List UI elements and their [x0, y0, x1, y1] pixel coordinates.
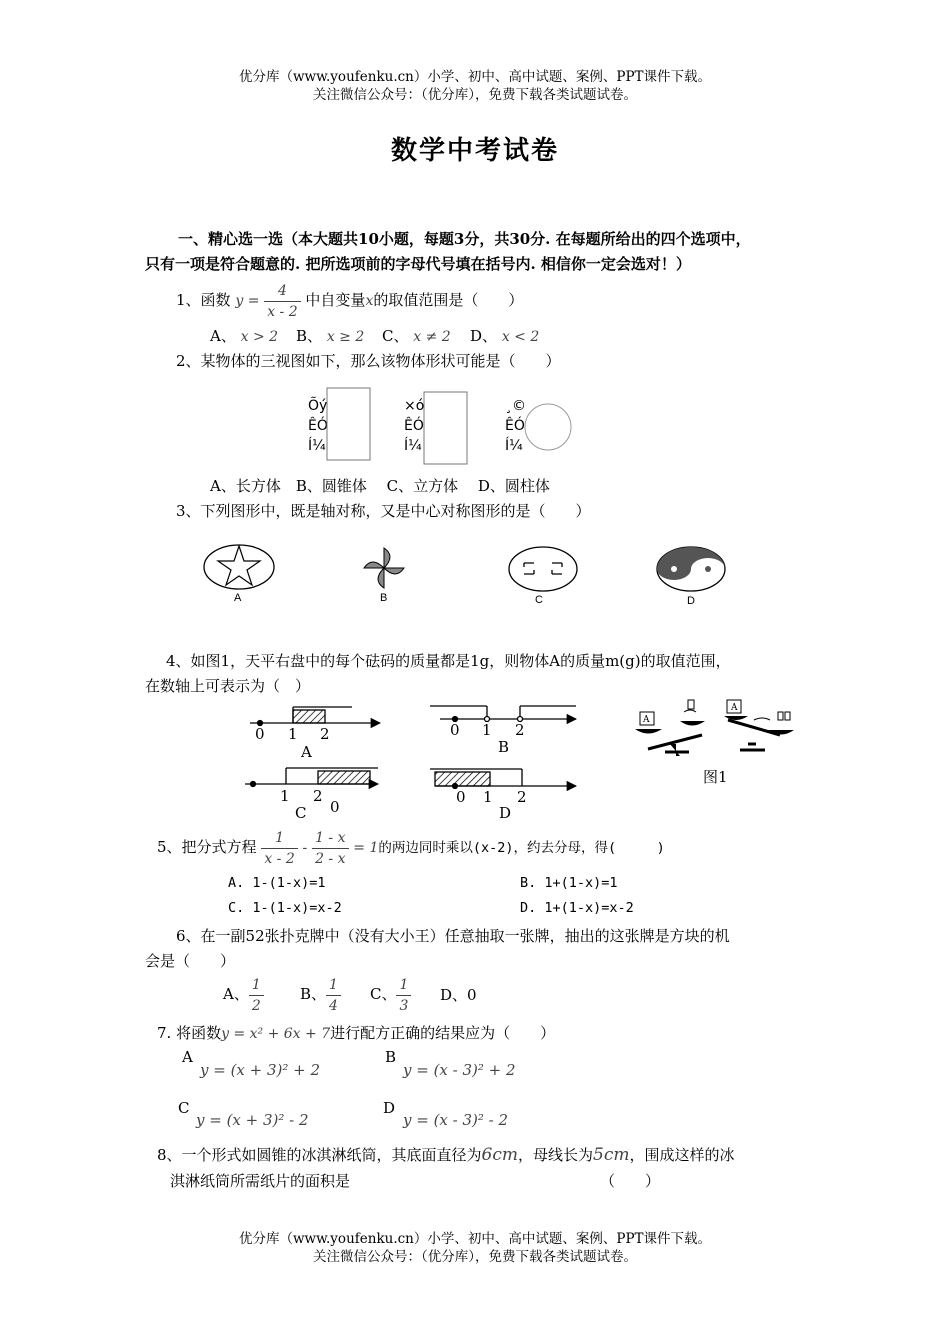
- q7-option-b-label: B: [385, 1048, 397, 1066]
- axis-a-label: A: [301, 743, 312, 761]
- q7-expr: y = x² + 6x + 7: [221, 1026, 331, 1042]
- side-view-label: ×ó ÊÓ Í¼: [404, 398, 425, 454]
- q1-suffix: 的取值范围是（ ）: [373, 291, 524, 309]
- q7-option-c-label: C: [178, 1099, 190, 1117]
- number-line-d: [430, 769, 576, 789]
- scale-box-label-right: A: [731, 703, 738, 713]
- footer-line-2: 关注微信公众号：（优分库），免费下载各类试题试卷。: [313, 1249, 637, 1265]
- q1-prefix: 1、函数: [176, 291, 231, 309]
- question-8-line2: 淇淋纸筒所需纸片的面积是: [170, 1172, 351, 1190]
- figure-a-label: A: [234, 592, 242, 604]
- scale-box-label-left: A: [643, 715, 650, 725]
- number-line-a: [250, 707, 380, 726]
- q5-option-a: A. 1-(1-x)=1: [228, 875, 326, 891]
- axis-c-tick-2: 0: [330, 798, 340, 816]
- axis-b-tick-0: 0: [450, 721, 460, 739]
- axis-b-tick-2: 2: [515, 721, 525, 739]
- q1-option-a: A、 x > 2: [210, 327, 279, 345]
- axis-b-tick-1: 1: [482, 721, 492, 739]
- q1-mid: 中自变量: [305, 291, 366, 309]
- axis-d-tick-2: 2: [517, 788, 527, 806]
- number-line-b: [430, 706, 576, 722]
- axis-d-tick-0: 0: [456, 788, 466, 806]
- balance-scale-left: [635, 700, 705, 756]
- q5-eq: = 1: [353, 840, 379, 856]
- q8-slant: 5cm: [593, 1145, 630, 1165]
- question-4-line2: 在数轴上可表示为（ ）: [145, 677, 311, 695]
- q5-fraction-2: $\frac{1 - x}{2 - x}$: [312, 828, 348, 869]
- q5-fraction-1: $\frac{1}{x - 2}$: [261, 828, 297, 869]
- axis-c-label: C: [295, 804, 307, 822]
- q7-option-d-label: D: [383, 1099, 396, 1117]
- q7-option-a: y = (x + 3)² + 2: [200, 1061, 321, 1079]
- q5-prefix: 5、把分式方程: [157, 838, 257, 856]
- question-6-line1: 6、在一副52张扑克牌中（没有大小王）任意抽取一张牌，抽出的这张牌是方块的机: [176, 927, 730, 945]
- section1-line1: 一、精心选一选（本大题共10小题，每题3分，共30分. 在每题所给出的四个选项中，: [178, 230, 751, 248]
- question-3: 3、下列图形中，既是轴对称，又是中心对称图形的是（ ）: [176, 502, 591, 520]
- axis-a-tick-0: 0: [255, 725, 265, 743]
- front-view-label: Õý ÊÓ Í¼: [308, 398, 328, 454]
- q1-den: x - 2: [267, 303, 298, 320]
- axis-d-label: D: [499, 804, 512, 822]
- q1-option-d: D、 x < 2: [470, 327, 540, 345]
- figure-1-caption: 图1: [703, 768, 728, 786]
- axis-b-label: B: [498, 738, 510, 756]
- q5-option-b: B. 1+(1-x)=1: [520, 875, 618, 891]
- q2-options: A、长方体 B、圆锥体 C、立方体 D、圆柱体: [210, 477, 550, 495]
- top-view-label: ¸© ÊÓ Í¼: [505, 398, 526, 454]
- q5-minus: -: [302, 840, 308, 856]
- axis-a-tick-1: 1: [288, 725, 298, 743]
- q8-diameter: 6cm: [481, 1145, 519, 1165]
- question-2: 2、某物体的三视图如下，那么该物体形状可能是（ ）: [176, 352, 561, 370]
- question-6-line2: 会是（ ）: [145, 952, 236, 970]
- question-8-line1: 8、一个形式如圆锥的冰淇淋纸筒，其底面直径为6cm，母线长为5cm，围成这样的冰: [157, 1145, 735, 1165]
- q6-option-a: A、 $\frac{1}{2}$: [223, 972, 264, 1016]
- q7-option-d: y = (x - 3)² - 2: [403, 1111, 509, 1129]
- figure-d-label: D: [687, 595, 695, 607]
- figure-c-label: C: [535, 594, 543, 606]
- axis-d-tick-1: 1: [483, 788, 493, 806]
- question-5: [157, 825, 665, 870]
- q5-suffix: 的两边同时乘以(x-2)，约去分母，得( ): [378, 840, 665, 856]
- q1-option-b: B、 x ≥ 2: [296, 327, 365, 345]
- footer-line-1: 优分库（www.youfenku.cn）小学、初中、高中试题、案例、PPT课件下载。: [238, 1231, 712, 1247]
- q5-option-d: D. 1+(1-x)=x-2: [520, 900, 634, 916]
- header-line-2: 关注微信公众号：（优分库），免费下载各类试题试卷。: [313, 87, 637, 103]
- q7-option-c: y = (x + 3)² - 2: [196, 1111, 309, 1129]
- q6-option-b: B、 $\frac{1}{4}$: [300, 972, 341, 1016]
- question-7: 7. 将函数y = x² + 6x + 7进行配方正确的结果应为（ ）: [157, 1024, 556, 1042]
- number-line-c: [245, 768, 378, 787]
- q6-option-d: D、0: [440, 986, 477, 1004]
- q1-option-c: C、 x ≠ 2: [382, 327, 451, 345]
- axis-a-tick-2: 2: [320, 725, 330, 743]
- axis-c-tick-0: 1: [280, 787, 290, 805]
- q7-option-b: y = (x - 3)² + 2: [403, 1061, 516, 1079]
- q1-lhs: y =: [235, 293, 260, 309]
- q6-option-c: C、 $\frac{1}{3}$: [370, 972, 411, 1016]
- q1-var: x: [365, 293, 374, 309]
- q8-answer-paren: （ ）: [600, 1172, 661, 1190]
- axis-c-tick-1: 2: [313, 787, 323, 805]
- header-line-1: 优分库（www.youfenku.cn）小学、初中、高中试题、案例、PPT课件下载。: [238, 69, 712, 85]
- question-4-line1: 4、如图1，天平右盘中的每个砝码的质量都是1g，则物体A的质量m(g)的取值范围，: [166, 652, 731, 670]
- q7-option-a-label: A: [182, 1048, 193, 1066]
- figure-b-label: B: [380, 592, 388, 604]
- section1-line2: 只有一项是符合题意的. 把所选项前的字母代号填在括号内. 相信你一定会选对！）: [145, 255, 691, 273]
- q5-option-c: C. 1-(1-x)=x-2: [228, 900, 342, 916]
- page-title: 数学中考试卷: [390, 136, 559, 166]
- q1-num: 4: [264, 281, 300, 302]
